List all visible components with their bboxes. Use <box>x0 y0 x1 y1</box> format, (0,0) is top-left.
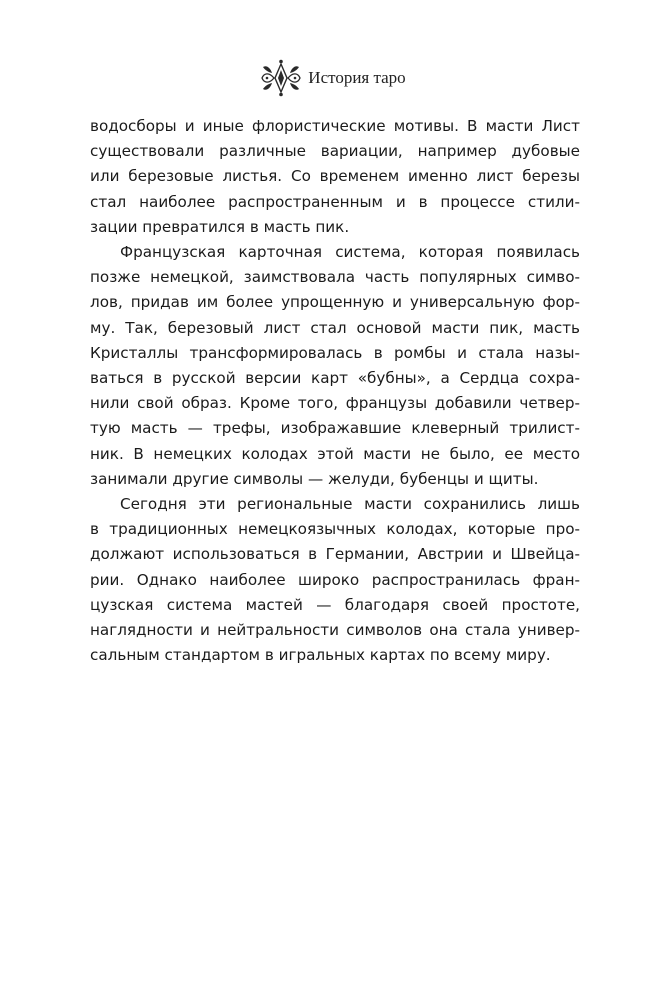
text-line: сальным стандартом в игральных картах по всему миру. <box>90 646 551 665</box>
text-line: цузская система мастей — благодаря своей простоте, <box>90 595 580 614</box>
text-line: Сегодня эти региональные масти сохранились лишь <box>120 495 580 514</box>
floral-ornament-icon <box>260 59 302 97</box>
text-line: в традиционных немецкоязычных колодах, которые про- <box>90 520 580 539</box>
text-line: нили свой образ. Кроме того, французы добавили четвер- <box>90 394 580 413</box>
running-header-title: История таро <box>308 68 406 87</box>
running-header <box>0 58 666 98</box>
text-line: ник. В немецких колодах этой масти не было, ее место <box>90 444 580 463</box>
text-line: рии. Однако наиболее широко распространилась фран- <box>90 570 580 589</box>
paragraph <box>90 240 580 492</box>
text-line: должают использоваться в Германии, Австрии и Швейца- <box>90 545 580 564</box>
paragraph <box>90 492 580 668</box>
text-line: ваться в русской версии карт «бубны», а Сердца сохра- <box>90 369 580 388</box>
body-text <box>90 114 580 668</box>
text-line: позже немецкой, заимствовала часть популярных симво- <box>90 268 580 287</box>
text-line: лов, придав им более упрощенную и универсальную фор- <box>90 293 580 312</box>
text-line: зации превратился в масть пик. <box>90 217 350 236</box>
text-line: существовали различные вариации, например дубовые <box>90 142 580 161</box>
text-line: Кристаллы трансформировалась в ромбы и стала назы- <box>90 343 580 362</box>
paragraph <box>90 114 580 240</box>
text-line: наглядности и нейтральности символов она стала универ- <box>90 621 580 640</box>
text-line: му. Так, березовый лист стал основой масти пик, масть <box>90 318 580 337</box>
text-line: занимали другие символы — желуди, бубенцы и щиты. <box>90 469 539 488</box>
text-line: или березовые листья. Со временем именно лист березы <box>90 167 580 186</box>
text-line: тую масть — трефы, изображавшие клеверный трилист- <box>90 419 580 438</box>
text-line: стал наиболее распространенным и в процессе стили- <box>90 192 580 211</box>
text-line: водосборы и иные флористические мотивы. В масти Лист <box>90 117 580 135</box>
text-line: Французская карточная система, которая появилась <box>120 243 580 262</box>
